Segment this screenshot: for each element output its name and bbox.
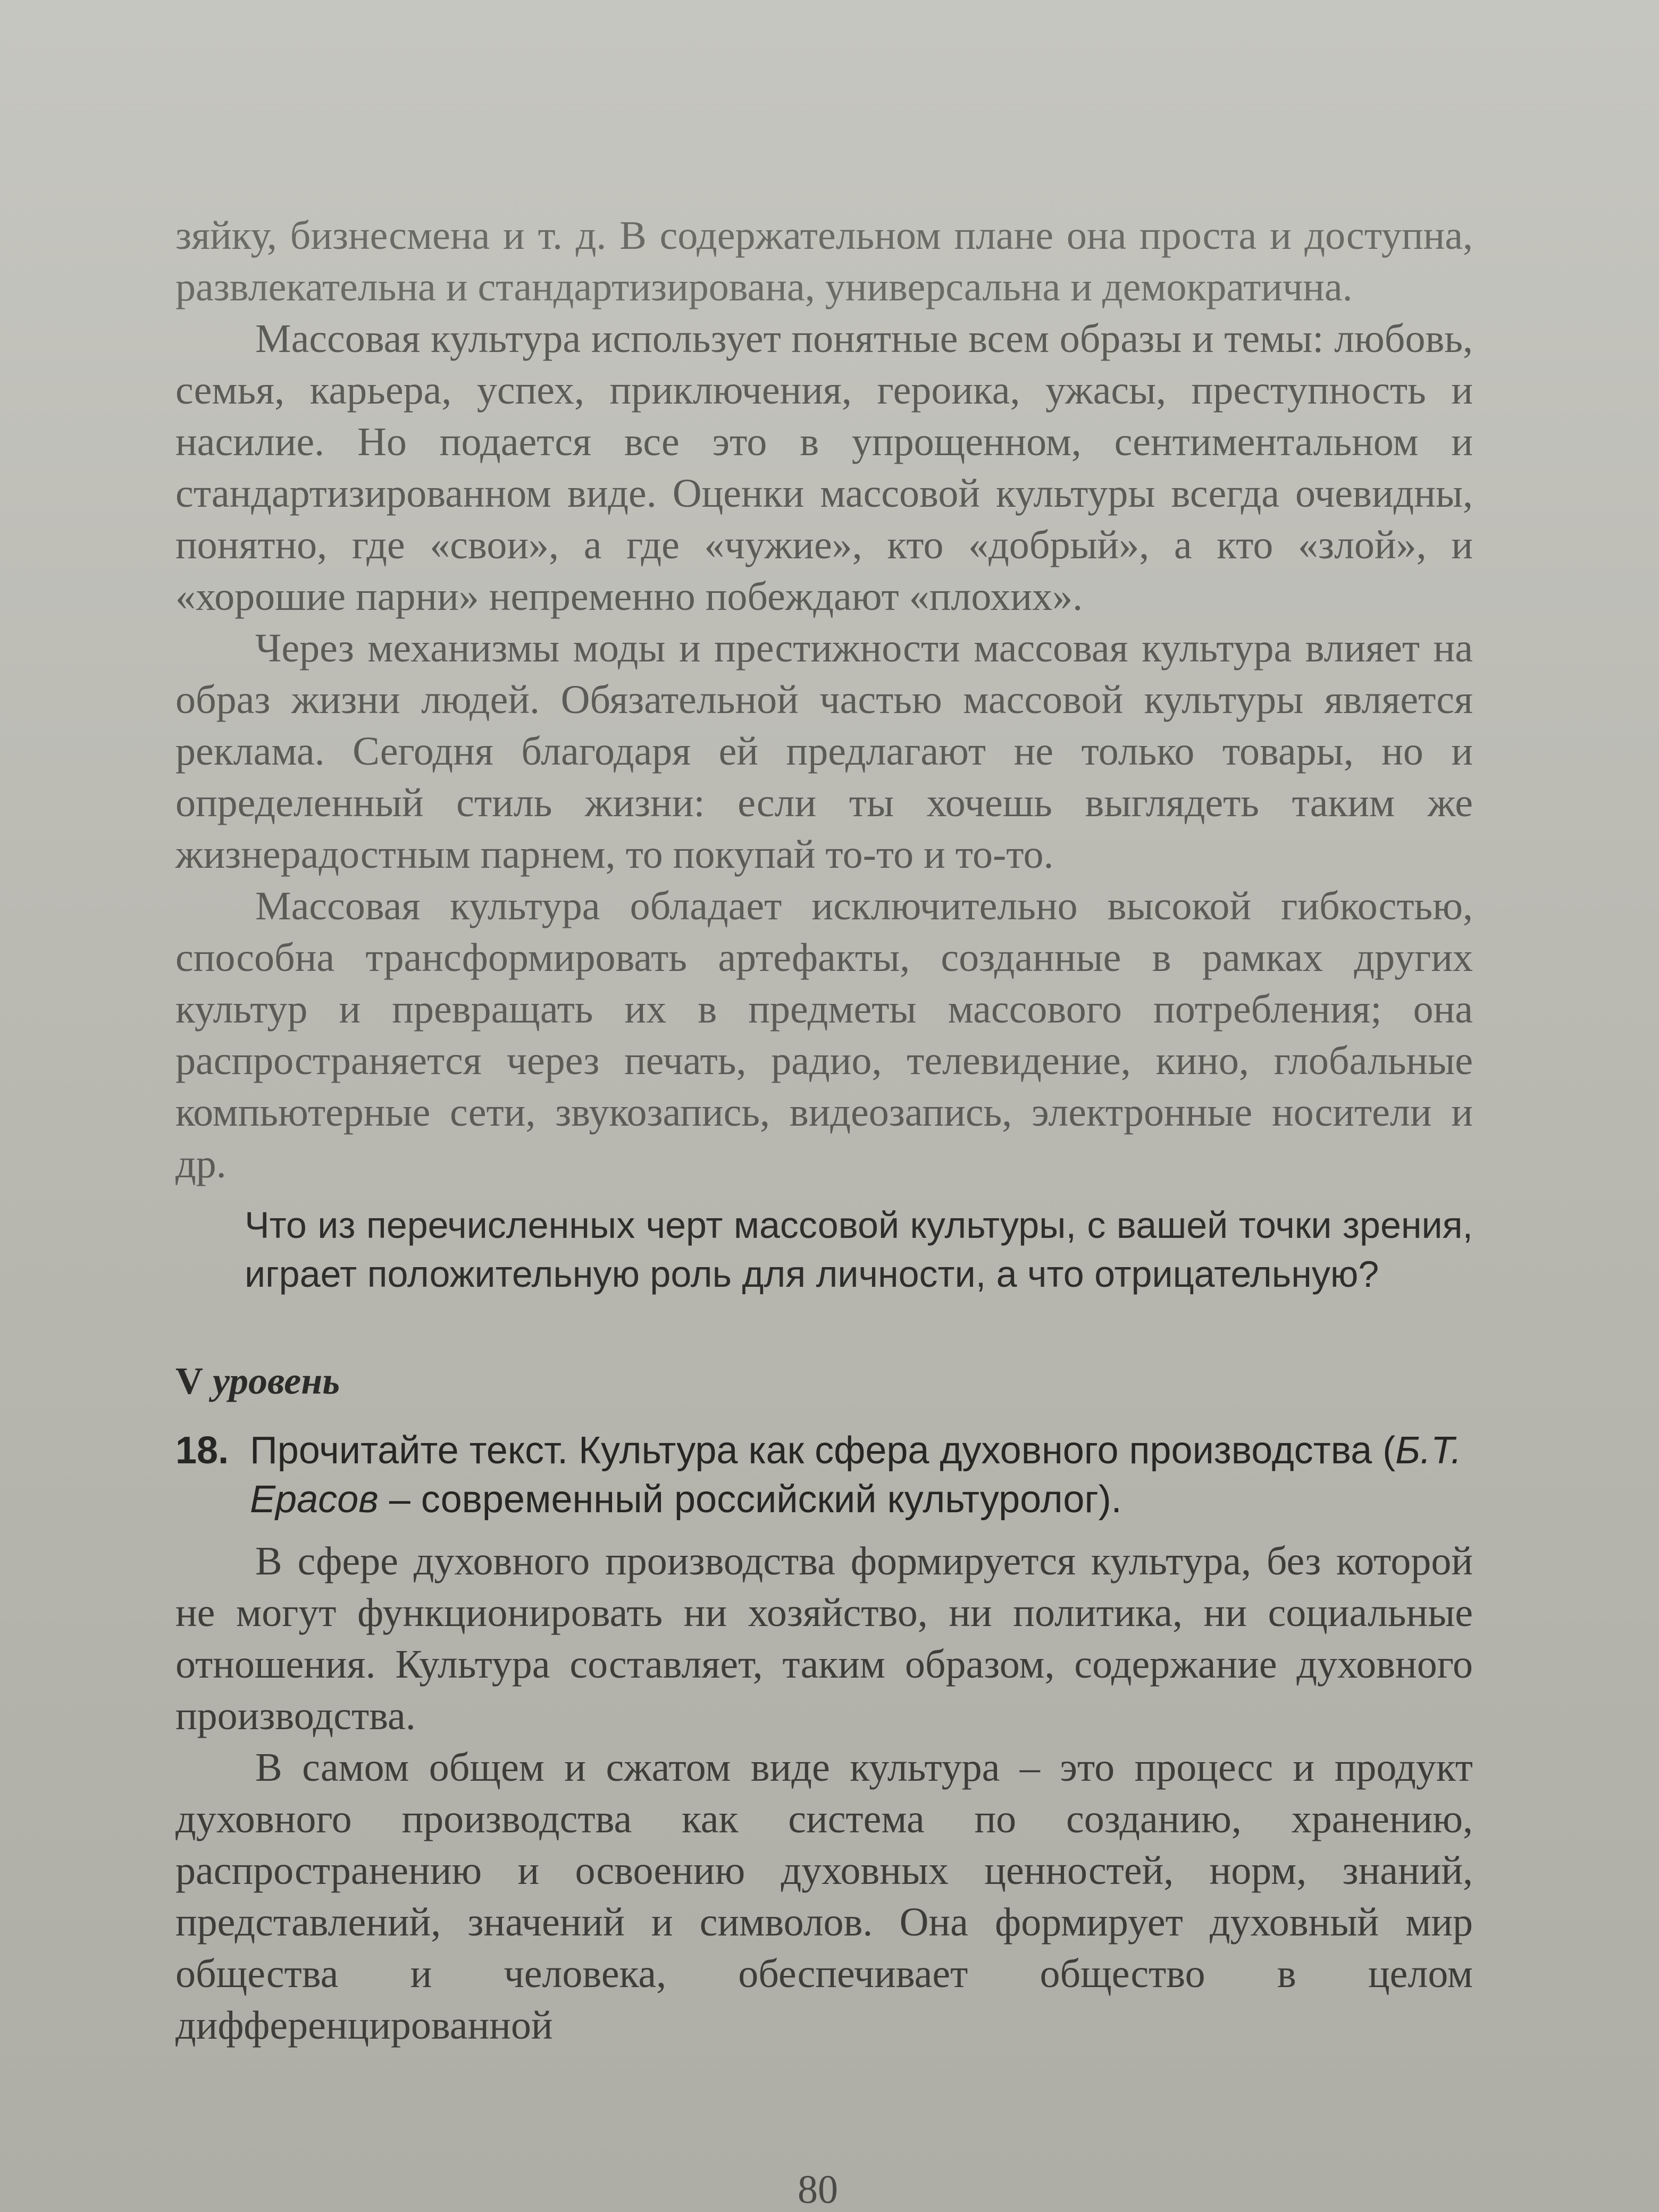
task-text-end: – современный российский культуролог). (378, 1478, 1122, 1521)
paragraph-culture-definition: В самом общем и сжатом виде культура – это процесс и продукт духовного производства как система по созданию, хранению, распространению и освоению духовных ценностей, норм, знаний, представлений, значений и символов. Она формирует духовный мир общества и человека, обеспечивает общество в целом дифференцированной (175, 1745, 1473, 2048)
task-text-start: Прочитайте текст. Культура как сфера духовного производства ( (250, 1429, 1396, 1472)
paragraph-fashion-advertising: Через механизмы моды и престижности массовая культура влияет на образ жизни людей. Обязательной частью массовой культуры является реклама. Сегодня благодаря ей предлагают не только товары, но и определенный стиль жизни: если ты хочешь выглядеть таким же жизнерадостным парнем, то покупай то-то и то-то. (175, 626, 1473, 877)
paragraph-mass-culture-themes: Массовая культура использует понятные всем образы и темы: любовь, семья, карьера, успех, приключения, героика, ужасы, преступность и насилие. Но подается все это в упрощенном, сентиментальном и стандартизированном виде. Оценки массовой культуры всегда очевидны, понятно, где «свои», а где «чужие», кто «добрый», а кто «злой», и «хорошие парни» непременно побеждают «плохих». (175, 316, 1473, 619)
paragraph-continuation: зяйку, бизнесмена и т. д. В содержательном плане она проста и доступна, развлекательна и стандартизирована, универсальна и демократична. (175, 213, 1473, 309)
level-word: уровень (213, 1360, 340, 1402)
question-text: Что из перечисленных черт массовой культуры, с вашей точки зрения, играет положительную роль для личности, а что отрицательную? (245, 1204, 1473, 1295)
task-18 (175, 1426, 1473, 1524)
paragraph-spiritual-production: В сфере духовного производства формируется культура, без которой не могут функционировать ни хозяйство, ни политика, ни социальные отношения. Культура составляет, таким образом, содержание духовного производства. (175, 1539, 1473, 1738)
page-number: 80 (798, 2167, 838, 2212)
level-roman-numeral: V (175, 1360, 203, 1402)
level-heading (175, 1357, 1473, 1405)
task-text (250, 1426, 1473, 1524)
task-author: Б.Т. Ерасов (250, 1429, 1462, 1521)
task-number: 18. (175, 1429, 229, 1472)
page-content (175, 210, 1473, 2051)
paragraph-flexibility: Массовая культура обладает исключительно высокой гибкостью, способна трансформировать артефакты, созданные в рамках других культур и превращать их в предметы массового потребления; она распространяется через печать, радио, телевидение, кино, глобальные компьютерные сети, звукозапись, видеозапись, электронные носители и др. (175, 884, 1473, 1186)
